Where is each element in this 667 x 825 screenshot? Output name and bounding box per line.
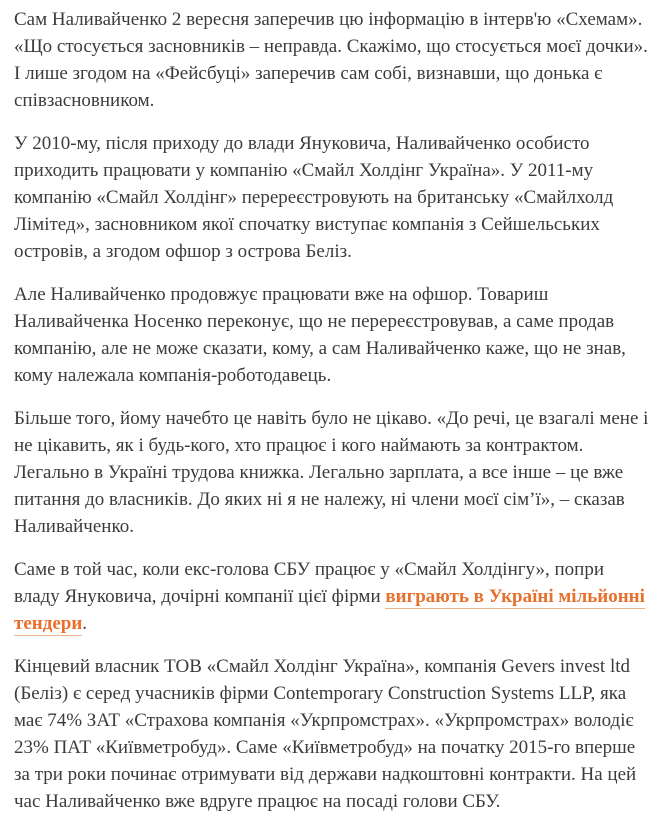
tenders-link[interactable]: виграють в Україні мільйонні тендери <box>14 586 645 634</box>
paragraph-text-before-link: Саме в той час, коли екс-голова СБУ працює у «Смайл Холдінгу», попри владу Януковича, дочірні компанії цієї фірми <box>14 559 605 607</box>
paragraph-smile-holding-history: У 2010-му, після приходу до влади Януковича, Наливайченко особисто приходить працювати у компанію «Смайл Холдінг Україна». У 2011-му компанію «Смайл Холдінг» перереєстровують на британську «Смайлхолд Лімітед», засновником якої спочатку виступає компанія з Сейшельських островів, а згодом офшор з острова Беліз. <box>14 133 614 262</box>
paragraph-offshore-work: Але Наливайченко продовжує працювати вже на офшор. Товариш Наливайченка Носенко переконує, що не перереєстровував, а саме продав компанію, але не може сказати, кому, а сам Наливайченко каже, що не знав, кому належала компанія-роботодавець. <box>14 284 626 386</box>
paragraph-text-after-link: . <box>82 613 88 634</box>
paragraph-quote-not-interested: Більше того, йому начебто це навіть було не цікаво. «До речі, це взагалі мене і не цікавить, як і будь-кого, хто працює і кого наймають за контрактом. Легально в Україні трудова книжка. Легально зарплата, а все інше – це вже питання до власників. До яких ні я не належу, ні члени моєї сім’ї», – сказав Наливайченко. <box>14 408 649 537</box>
paragraph-tenders <box>14 556 654 637</box>
paragraph-final-owner: Кінцевий власник ТОВ «Смайл Холдінг Україна», компанія Gevers invest ltd (Беліз) є серед учасників фірми Contemporary Construction Systems LLP, яка має 74% ЗАТ «Страхова компанія «Укрпромстрах». «Укрпромстрах» володіє 23% ПАТ «Київметробуд». Саме «Київметробуд» на початку 2015-го вперше за три роки починає отримувати від держави надкоштовні контракти. На цей час Наливайченко вже вдруге працює на посаді голови СБУ. <box>14 656 637 812</box>
paragraph-denial-interview: Сам Наливайченко 2 вересня заперечив цю інформацію в інтерв'ю «Схемам». «Що стосується засновників – неправда. Скажімо, що стосується моєї дочки». І лише згодом на «Фейсбуці» заперечив сам собі, визнавши, що донька є співзасновником. <box>14 9 648 111</box>
